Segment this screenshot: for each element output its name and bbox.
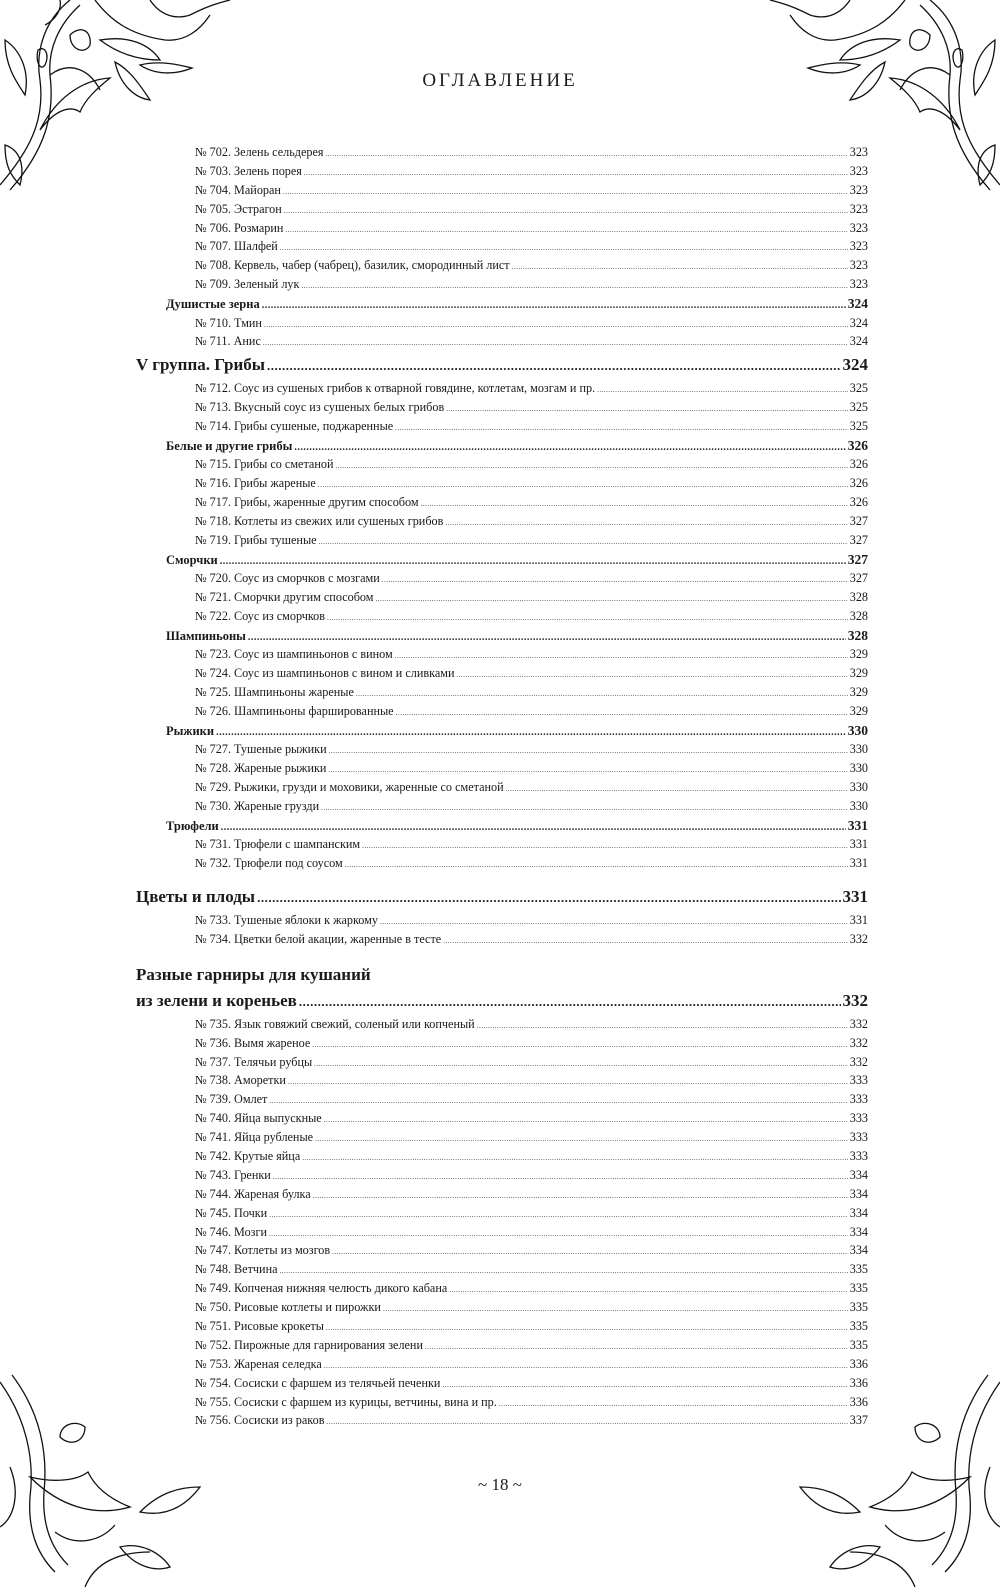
toc-page-number: 336 [849,1394,868,1409]
dot-leader [445,514,847,533]
toc-entry-title: № 754. Сосиски с фаршем из телячьей печенки [195,1375,441,1390]
toc-entry[interactable] [136,797,868,816]
dot-leader [506,780,848,799]
toc-page-number: 331 [849,837,868,852]
toc-entry-title: № 726. Шампиньоны фаршированные [195,703,394,718]
toc-page-number: 325 [849,419,868,434]
toc-page-number: 331 [847,817,868,833]
toc-page-number: 328 [847,627,868,643]
toc-entry-title: № 719. Грибы тушеные [195,532,317,547]
toc-entry[interactable] [136,275,868,294]
toc-entry[interactable] [136,569,868,588]
toc-entry-title: № 714. Грибы сушеные, поджаренные [195,419,394,434]
dot-leader [395,419,848,438]
toc-entry[interactable] [136,1411,868,1430]
dot-leader [425,1338,848,1357]
toc-entry-title: № 747. Котлеты из мозгов [195,1243,331,1258]
dot-leader [362,837,848,856]
dot-leader [335,457,847,476]
toc-entry-title: № 720. Соус из сморчков с мозгами [195,571,380,586]
toc-page-number: 324 [849,315,868,330]
toc-entry[interactable] [136,930,868,949]
toc-entry-title: № 752. Пирожные для гарнирования зелени [195,1337,423,1352]
toc-section[interactable] [136,987,868,1015]
toc-page-number: 336 [849,1375,868,1390]
toc-entry-title: № 746. Мозги [195,1224,268,1239]
dot-leader [446,400,848,419]
toc-entry[interactable] [136,474,868,493]
toc-entry[interactable] [136,1147,868,1166]
toc-page-number: 332 [842,990,868,1010]
toc-page-number: 323 [849,220,868,235]
toc-entry-title: № 739. Омлет [195,1092,268,1107]
toc-entry[interactable] [136,1336,868,1355]
toc-entry-title: № 721. Сморчки другим способом [195,590,374,605]
toc-page-number: 333 [849,1111,868,1126]
toc-entry[interactable] [136,835,868,854]
toc-page-number: 323 [849,201,868,216]
page-title: ОГЛАВЛЕНИЕ [422,70,578,91]
toc-page-number: 327 [847,551,868,567]
toc-page-number: 334 [849,1243,868,1258]
dot-leader [283,183,848,202]
toc-entry[interactable] [136,607,868,626]
toc-entry-title: № 702. Зелень сельдерея [195,145,324,159]
toc-entry-title: № 716. Грибы жареные [195,476,316,491]
toc-entry[interactable] [136,1298,868,1317]
toc-page-number: 332 [849,1035,868,1050]
toc-entry[interactable] [136,493,868,512]
dot-leader [312,1036,847,1055]
toc-entry-title: Сморчки [166,552,218,567]
dot-leader [269,1092,847,1111]
toc-entry[interactable] [136,740,868,759]
toc-entry[interactable] [136,314,868,333]
toc-page-number: 333 [849,1148,868,1163]
toc-entry-title: Душистые зерна [166,297,260,312]
toc-page-number: 331 [849,912,868,927]
toc-entry[interactable] [136,1355,868,1374]
table-of-contents [136,143,868,1430]
toc-entry-title: № 708. Кервель, чабер (чабрец), базилик, смородинный лист [195,258,510,273]
toc-entry[interactable] [136,1260,868,1279]
toc-entry-title: № 729. Рыжики, грузди и моховики, жаренные со сметаной [195,780,504,794]
toc-entry-title: № 753. Жареная селедка [195,1356,322,1371]
toc-entry-title: № 737. Телячьи рубцы [195,1054,313,1069]
toc-entry-title: № 718. Котлеты из свежих или сушеных грибов [195,514,444,529]
dot-leader [267,352,840,380]
toc-page-number: 323 [849,277,868,292]
toc-page-number: 327 [849,571,868,586]
toc-entry-title: № 744. Жареная булка [195,1186,311,1201]
toc-entry[interactable] [136,1393,868,1412]
toc-entry[interactable] [136,512,868,531]
toc-page-number: 323 [849,182,868,197]
toc-page-number: 337 [849,1413,868,1428]
toc-subsection[interactable] [136,436,868,455]
toc-page-number: 324 [849,334,868,349]
toc-entry[interactable] [136,645,868,664]
toc-entry[interactable] [136,379,868,398]
toc-entry-title: № 709. Зеленый лук [195,277,300,292]
toc-entry[interactable] [136,332,868,351]
dot-leader [380,913,848,932]
toc-subsection[interactable] [136,816,868,835]
dot-leader [443,932,848,951]
toc-entry-title: № 728. Жареные рыжики [195,761,327,776]
toc-entry-title: № 706. Розмарин [195,220,284,235]
toc-page-number: 330 [849,780,868,794]
toc-entry-title: № 750. Рисовые котлеты и пирожки [195,1300,381,1315]
toc-entry[interactable] [136,417,868,436]
toc-page-number: 326 [847,437,868,453]
toc-entry-title: № 736. Вымя жареное [195,1035,311,1050]
toc-entry[interactable] [136,256,868,275]
toc-section[interactable] [136,883,868,911]
toc-entry[interactable] [136,1317,868,1336]
toc-page-number: 335 [849,1318,868,1333]
toc-page-number: 324 [842,355,868,375]
toc-entry-title: № 717. Грибы, жаренные другим способом [195,495,419,510]
toc-group-heading-line: Разные гарниры для кушаний [136,964,371,984]
toc-entry[interactable] [136,531,868,550]
toc-page-number: 329 [849,647,868,662]
toc-entry-title: № 715. Грибы со сметаной [195,457,334,472]
toc-entry-title: № 732. Трюфели под соусом [195,856,343,871]
toc-page-number: 332 [849,1016,868,1031]
toc-page-number: 323 [849,239,868,254]
dot-leader [321,799,848,818]
dot-leader [332,1243,848,1262]
toc-entry-title: № 722. Соус из сморчков [195,608,326,623]
toc-entry-title: № 733. Тушеные яблоки к жаркому [195,912,378,927]
dot-leader [327,609,848,628]
dot-leader [257,884,840,912]
dot-leader [499,1395,848,1414]
toc-entry-title: № 755. Сосиски с фаршем из курицы, ветчины, вина и пр. [195,1394,497,1409]
dot-leader [314,1055,848,1074]
toc-entry-title: № 751. Рисовые крокеты [195,1318,324,1333]
toc-entry[interactable] [136,181,868,200]
toc-entry[interactable] [136,1204,868,1223]
toc-entry-title: Рыжики [166,723,215,738]
dot-leader [273,1168,848,1187]
toc-entry-title: № 743. Гренки [195,1167,271,1182]
toc-entry[interactable] [136,162,868,181]
toc-entry-title: № 742. Крутые яйца [195,1148,301,1163]
toc-page-number: 323 [849,145,868,159]
dot-leader [395,647,848,666]
dot-leader [396,704,848,723]
toc-entry[interactable] [136,1279,868,1298]
toc-entry[interactable] [136,1053,868,1072]
dot-leader [262,296,846,315]
toc-page-number: 334 [849,1205,868,1220]
dot-leader [383,1300,848,1319]
dot-leader [382,571,848,590]
toc-entry[interactable] [136,237,868,256]
toc-entry-title: № 712. Соус из сушеных грибов к отварной говядине, котлетам, мозгам и пр. [195,381,596,396]
toc-entry-title: № 734. Цветки белой акации, жаренные в тесте [195,931,442,946]
toc-page-number: 336 [849,1356,868,1371]
toc-entry[interactable] [136,1071,868,1090]
dot-leader [442,1376,847,1395]
toc-page-number: 329 [849,703,868,718]
toc-entry[interactable] [136,455,868,474]
toc-page-number: 323 [849,163,868,178]
dot-leader [329,742,848,761]
toc-page-number: 330 [847,722,868,738]
dot-leader [356,685,848,704]
dot-leader [299,988,841,1016]
toc-entry-title: № 703. Зелень порея [195,163,302,178]
dot-leader [326,145,848,164]
toc-page-number: 332 [849,1054,868,1069]
toc-page-number: 331 [842,886,868,906]
dot-leader [301,277,847,296]
toc-page-number: 335 [849,1262,868,1277]
toc-page-number: 332 [849,931,868,946]
toc-entry[interactable] [136,911,868,930]
toc-entry[interactable] [136,398,868,417]
toc-entry-title: Белые и другие грибы [166,438,293,453]
dot-leader [324,1111,848,1130]
toc-entry[interactable] [136,778,868,797]
dot-leader [319,533,848,552]
dot-leader [326,1413,847,1432]
toc-entry-title: № 730. Жареные грузди [195,798,320,813]
toc-entry-title: № 725. Шампиньоны жареные [195,685,354,700]
toc-subsection[interactable] [136,294,868,313]
toc-entry-title: № 756. Сосиски из раков [195,1413,325,1428]
toc-page-number: 328 [849,590,868,605]
toc-page-number: 329 [849,685,868,700]
toc-page-number: 325 [849,400,868,415]
toc-entry-title: № 741. Яйца рубленые [195,1130,314,1145]
toc-page-number: 326 [849,476,868,491]
page-number: ~ 18 ~ [478,1475,522,1494]
toc-page-number: 333 [849,1130,868,1145]
toc-page-number: 330 [849,798,868,813]
toc-page-number: 330 [849,761,868,776]
toc-entry[interactable] [136,683,868,702]
toc-entry[interactable] [136,1128,868,1147]
toc-entry-title: Цветы и плоды [136,886,256,906]
toc-entry-title: из зелени и кореньев [136,990,297,1010]
toc-entry-title: № 723. Соус из шампиньонов с вином [195,647,393,662]
toc-entry-title: № 704. Майоран [195,182,281,197]
dot-leader [288,1073,848,1092]
toc-entry[interactable] [136,1185,868,1204]
toc-entry-title: № 735. Язык говяжий свежий, соленый или копченый [195,1016,475,1031]
toc-subsection[interactable] [136,721,868,740]
toc-subsection[interactable] [136,550,868,569]
dot-leader [477,1017,848,1036]
dot-leader [269,1225,848,1244]
toc-page-number: 335 [849,1281,868,1296]
toc-entry-title: № 705. Эстрагон [195,201,282,216]
toc-subsection[interactable] [136,626,868,645]
toc-entry[interactable] [136,1241,868,1260]
toc-entry[interactable] [136,1374,868,1393]
toc-entry-title: № 711. Анис [195,334,261,349]
toc-page-number: 326 [849,457,868,472]
dot-leader [449,1281,847,1300]
dot-leader [456,666,847,685]
dot-leader [294,438,845,457]
toc-entry[interactable] [136,219,868,238]
dot-leader [264,316,848,335]
toc-entry[interactable] [136,854,868,873]
toc-entry[interactable] [136,1015,868,1034]
dot-leader [302,1149,847,1168]
dot-leader [285,221,847,240]
toc-entry-title: № 727. Тушеные рыжики [195,742,327,757]
toc-entry-title: № 745. Почки [195,1205,268,1220]
toc-entry[interactable] [136,200,868,219]
toc-entry-title: № 738. Аморетки [195,1073,286,1088]
dot-leader [313,1187,848,1206]
dot-leader [376,590,848,609]
dot-leader [269,1206,848,1225]
toc-page-number: 333 [849,1092,868,1107]
toc-page-number: 330 [849,742,868,757]
dot-leader [597,381,848,400]
toc-page-number: 334 [849,1186,868,1201]
toc-entry-title: V группа. Грибы [136,355,266,375]
toc-entry-title: № 749. Копченая нижняя челюсть дикого кабана [195,1281,448,1296]
toc-page-number: 327 [849,532,868,547]
toc-entry-title: № 710. Тмин [195,315,262,330]
dot-leader [284,202,848,221]
toc-page-number: 323 [849,258,868,273]
toc-entry[interactable] [136,1166,868,1185]
toc-entry[interactable] [136,588,868,607]
toc-entry-title: Трюфели [166,818,219,833]
toc-entry[interactable] [136,1034,868,1053]
toc-page-number: 325 [849,381,868,396]
dot-leader [421,495,848,514]
toc-section[interactable] [136,351,868,379]
dot-leader [512,258,848,277]
dot-leader [304,164,848,183]
dot-leader [315,1130,848,1149]
toc-entry[interactable] [136,1090,868,1109]
toc-entry[interactable] [136,702,868,721]
toc-entry-title: № 748. Ветчина [195,1262,278,1277]
toc-page-number: 324 [847,296,868,312]
toc-page-number: 326 [849,495,868,510]
toc-entry[interactable] [136,664,868,683]
toc-page-number: 335 [849,1300,868,1315]
toc-page-number: 333 [849,1073,868,1088]
toc-page-number: 335 [849,1337,868,1352]
toc-page-number: 331 [849,856,868,871]
toc-page-number: 328 [849,608,868,623]
toc-entry-title: № 713. Вкусный соус из сушеных белых грибов [195,400,445,415]
dot-leader [263,334,848,353]
toc-entry-title: № 724. Соус из шампиньонов с вином и сливками [195,666,455,681]
toc-entry-title: № 707. Шалфей [195,239,278,254]
toc-entry-title: № 740. Яйца выпускные [195,1111,322,1126]
toc-page-number: 334 [849,1167,868,1182]
toc-entry[interactable] [136,1109,868,1128]
toc-entry[interactable] [136,759,868,778]
dot-leader [345,856,848,875]
toc-entry[interactable] [136,143,868,162]
toc-page-number: 327 [849,514,868,529]
toc-entry-title: № 731. Трюфели с шампанским [195,837,361,852]
toc-entry-title: Шампиньоны [166,628,246,643]
toc-page-number: 334 [849,1224,868,1239]
toc-page-number: 329 [849,666,868,681]
toc-entry[interactable] [136,1223,868,1242]
